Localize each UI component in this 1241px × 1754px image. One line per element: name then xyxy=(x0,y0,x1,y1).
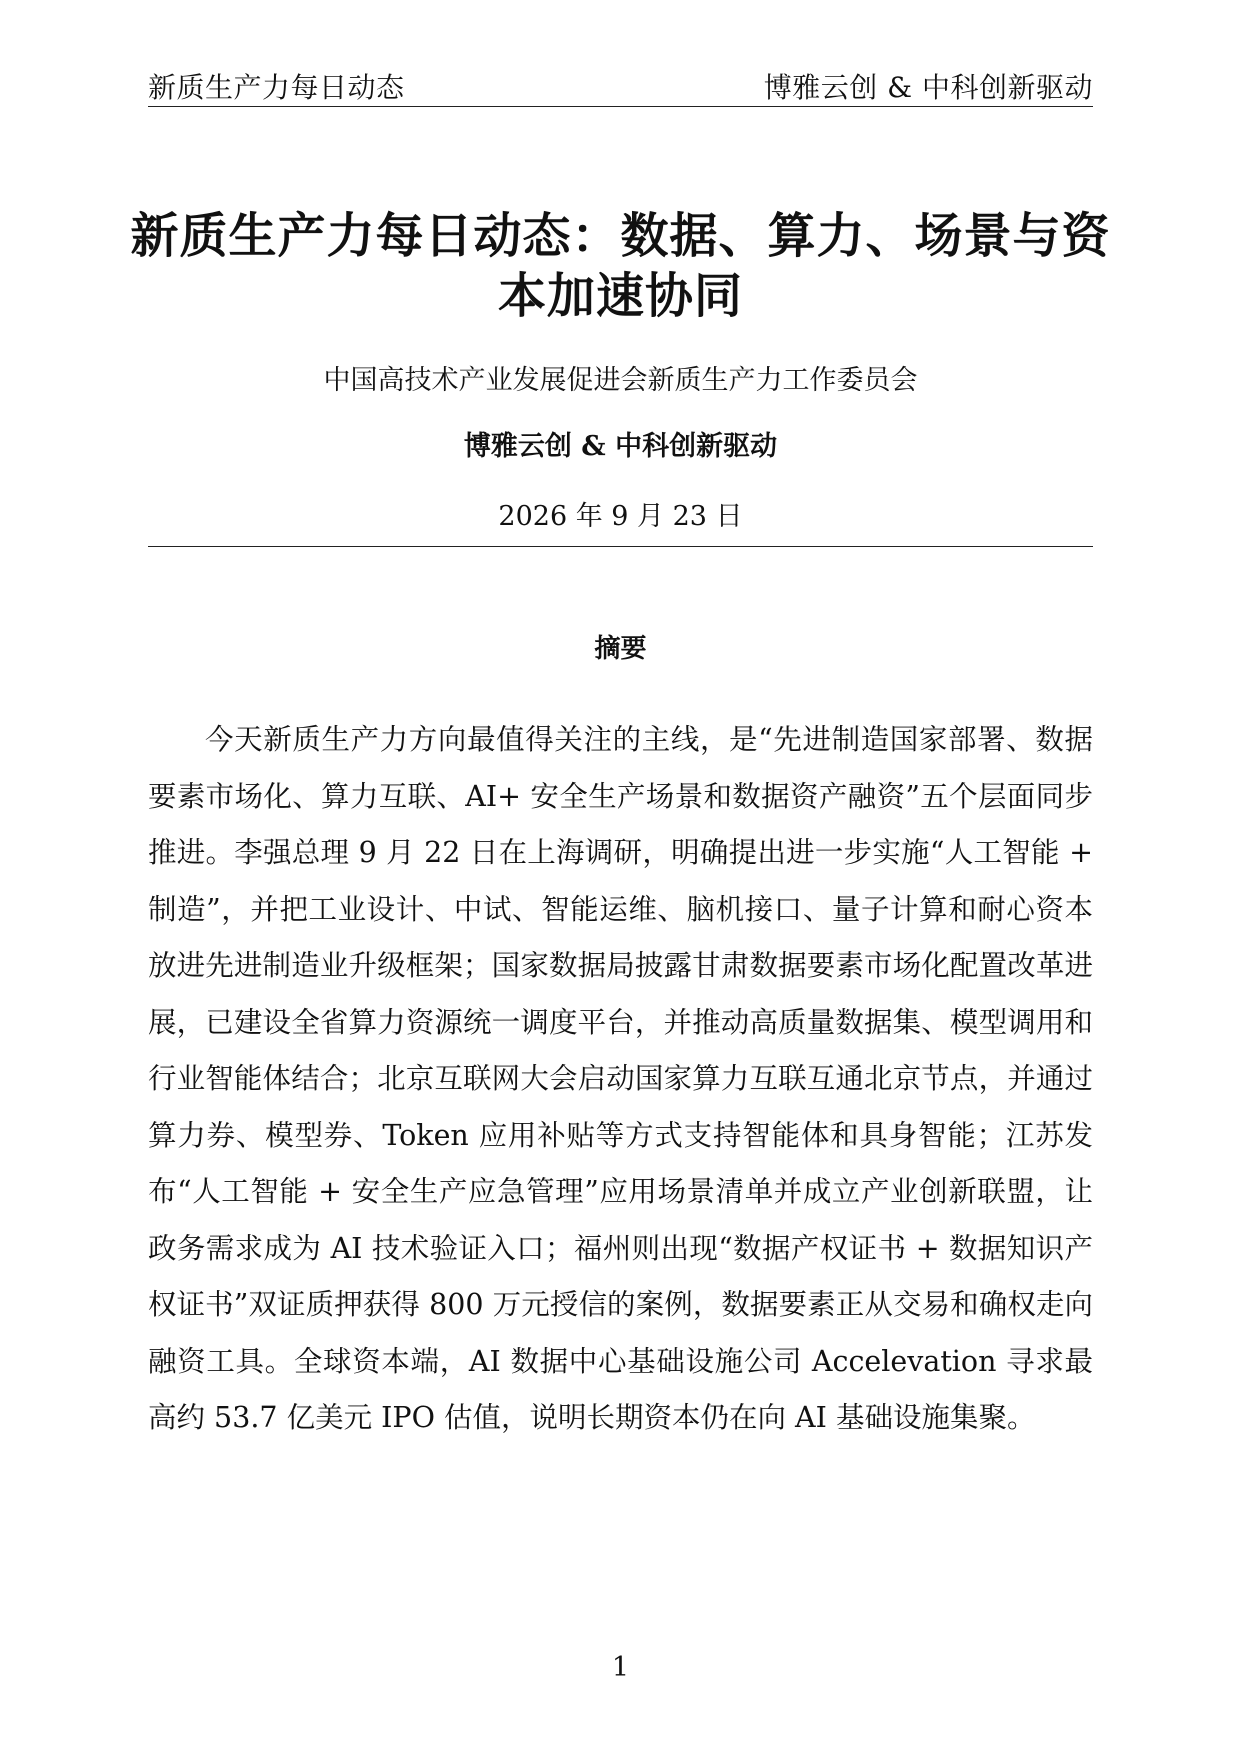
document-title: 新质生产力每日动态：数据、算力、场景与资本加速协同 xyxy=(130,208,1111,324)
header-right-authors: 博雅云创 & 中科创新驱动 xyxy=(763,71,1093,104)
page-number: 1 xyxy=(611,1652,630,1683)
organization: 中国高技术产业发展促进会新质生产力工作委员会 xyxy=(323,365,918,396)
header-left-title: 新质生产力每日动态 xyxy=(148,71,405,104)
running-header xyxy=(148,62,1093,107)
title-divider xyxy=(148,546,1093,547)
authors: 博雅云创 & 中科创新驱动 xyxy=(463,431,778,462)
abstract-body: 今天新质生产力方向最值得关注的主线，是“先进制造国家部署、数据要素市场化、算力互联、AI+ 安全生产场景和数据资产融资”五个层面同步推进。李强总理 9 月 22 日在上海调研，明确提出进一步实施“人工智能 + 制造”，并把工业设计、中试、智能运维、脑机接口、量子计算和耐心资本放进先进制造业升级框架；国家数据局披露甘肃数据要素市场化配置改革进展，已建设全省算力资源统一调度平台，并推动高质量数据集、模型调用和行业智能体结合；北京互联网大会启动国家算力互联互通北京节点，并通过算力券、模型券、Token 应用补贴等方式支持智能体和具身智能；江苏发布“人工智能 + 安全生产应急管理”应用场景清单并成立产业创新联盟，让政务需求成为 AI 技术验证入口；福州则出现“数据产权证书 + 数据知识产权证书”双证质押获得 800 万元授信的案例，数据要素正从交易和确权走向融资工具。全球资本端，AI 数据中心基础设施公司 Accelevation 寻求最高约 53.7 亿美元 IPO 估值，说明长期资本仍在向 AI 基础设施集聚。 xyxy=(148,723,1093,1434)
publication-date: 2026 年 9 月 23 日 xyxy=(498,501,743,532)
abstract-heading: 摘要 xyxy=(594,634,647,664)
